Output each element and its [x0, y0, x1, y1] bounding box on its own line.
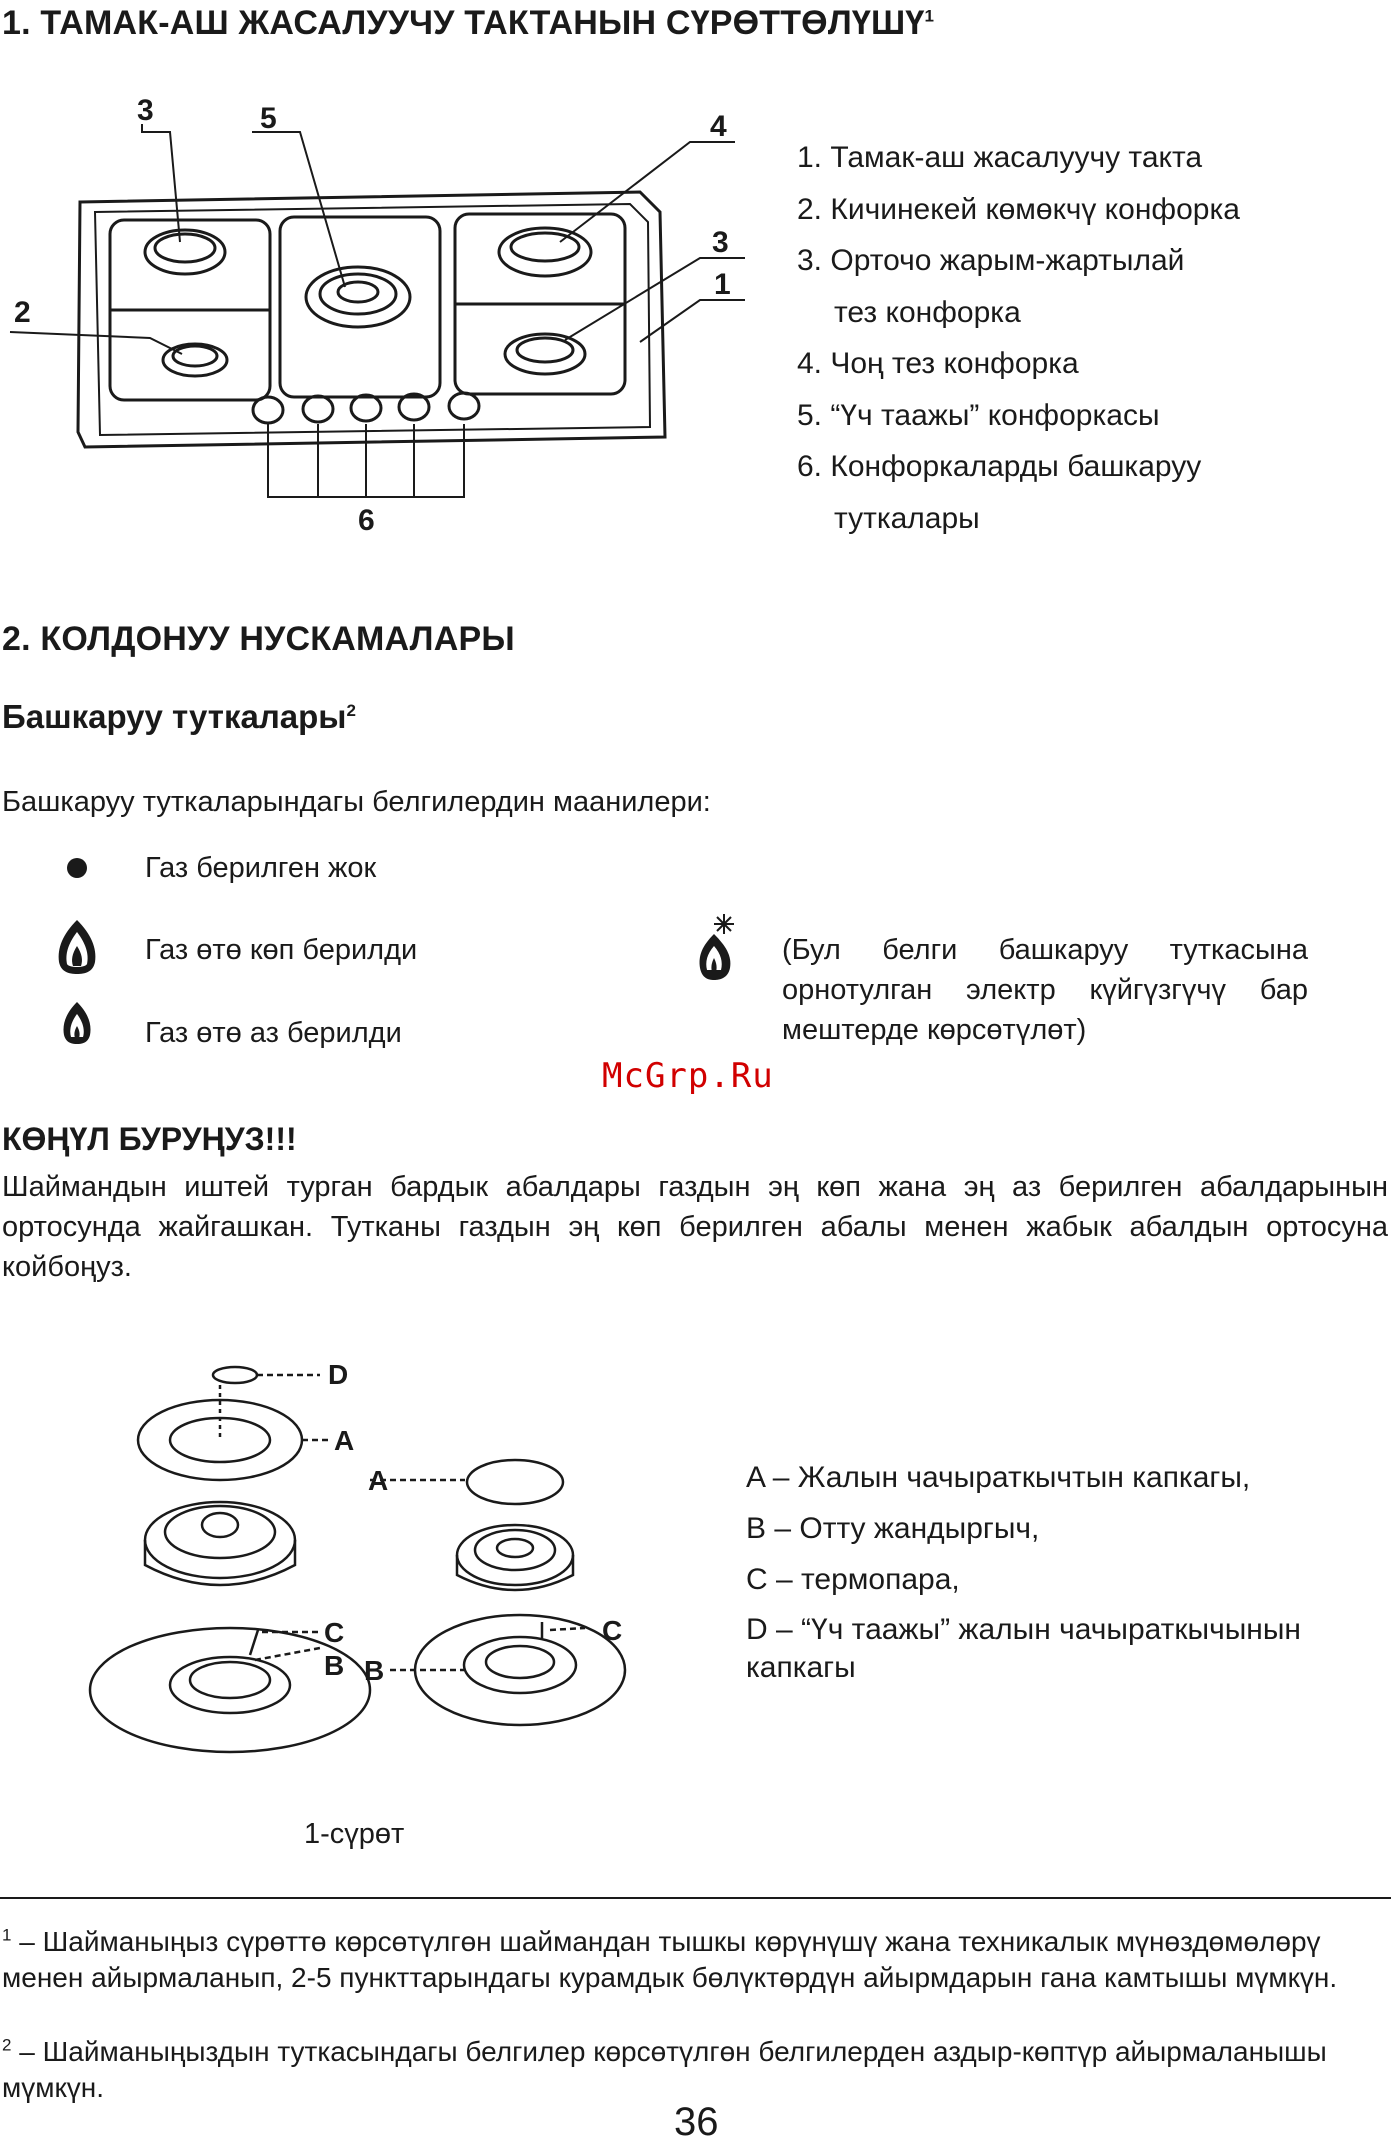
part-label: A: [368, 1465, 389, 1496]
legend-item: B – Отту жандыргыч,: [746, 1512, 1040, 1545]
list-item: 4. Чоң тез конфорка: [797, 347, 1079, 380]
list-item-continuation: тез конфорка: [834, 295, 1021, 329]
list-item: 6. Конфоркаларды башкаруу: [797, 450, 1202, 483]
knob: [253, 397, 283, 423]
list-item: 2. Кичинекей көмөкчү конфорка: [797, 192, 1240, 226]
callout-label: 4: [710, 110, 727, 143]
cap-d: [213, 1367, 257, 1383]
list-item: 1. Тамак-аш жасалуучу такта: [797, 141, 1203, 174]
symbol-label: Газ өтө аз берилди: [145, 1017, 402, 1049]
figure-legend: [746, 1452, 1346, 1687]
callout-label: 5: [260, 102, 277, 135]
cap-a-right: [467, 1460, 563, 1504]
section2-title: 2. КОЛДОНУУ НУСКАМАЛАРЫ: [2, 620, 515, 658]
part-label: D: [328, 1359, 349, 1390]
spreader-right: [457, 1525, 573, 1585]
knob: [351, 395, 381, 421]
attention-text: Шаймандын иштей турган бардык абалдары газдын эң көп жана эң аз берилген абалдарынын ортосунда жайгашкан. Тутканы газдын эң көп берилген абалы менен жабык абалдын ортосуна койбоңуз.: [2, 1171, 1388, 1283]
legend-item: A – Жалын чачыраткычтын капкагы,: [746, 1461, 1251, 1494]
part-label: B: [324, 1650, 345, 1681]
base-right: [415, 1615, 625, 1725]
center-grate: [280, 217, 440, 397]
callout-label: 2: [14, 296, 31, 329]
footnote-mark: 2: [2, 2035, 12, 2055]
knob: [449, 393, 479, 419]
controls-subtitle: Башкаруу туткалары$^2$: [2, 698, 356, 735]
callout-label: 1: [714, 268, 731, 301]
footnote: $^2$ – Шайманыңыздын туткасындагы белгилер көрсөтүлгөн белгилерден аздыр-көптүр айырмаланышы мүмкүн.: [2, 2035, 1327, 2103]
large-flame-icon: [55, 918, 99, 976]
list-item: 3. Орточо жарым-жартылай: [797, 244, 1185, 277]
attention-title: КӨҢҮЛ БУРУҢУЗ!!!: [2, 1121, 297, 1157]
callout-label: 6: [358, 504, 375, 537]
ignition-note: (Бул белги башкаруу туткасына орнотулган электр күйгүзгүчү бар мештерде көрсөтүлөт): [782, 934, 1308, 1046]
part-label: A: [334, 1425, 355, 1456]
section1-title: 1. ТАМАК-АШ ЖАСАЛУУЧУ ТАКТАНЫН СҮРӨТТӨЛҮШҮ$^1$: [2, 4, 935, 42]
symbol-label: Газ берилген жок: [145, 852, 377, 884]
small-flame-icon: [60, 1000, 94, 1046]
parts-list: [797, 132, 1240, 544]
part-label: B: [364, 1655, 385, 1686]
flame-with-spark-icon: [696, 912, 736, 984]
symbol-label: Газ өтө көп берилди: [145, 934, 418, 966]
footnote: $^1$ – Шайманыңыз сүрөттө көрсөтүлгөн шаймандан тышкы көрүнүшү жана техникалык мүнөздөмөлөрү менен айырмаланып, 2-5 пункттарындагы курамдык бөлүктөрдүн айырмдарын гана камтышы мүмкүн.: [2, 1925, 1338, 1993]
knob: [303, 396, 333, 422]
footnote-mark-2: 2: [346, 701, 356, 720]
footnote-divider: [0, 1897, 1391, 1899]
part-label: C: [602, 1615, 623, 1646]
callout-label: 3: [712, 226, 729, 259]
hob-plate: [78, 192, 665, 447]
burner-exploded-diagram: [80, 1350, 680, 1790]
filled-dot-icon: [67, 858, 87, 878]
cooktop-diagram: [0, 92, 760, 542]
part-label: C: [324, 1617, 345, 1648]
list-item-continuation: туткалары: [834, 501, 980, 535]
callout-label: 3: [137, 94, 154, 127]
figure-caption: 1-сүрөт: [304, 1818, 405, 1850]
list-item: 5. “Үч таажы” конфоркасы: [797, 398, 1160, 432]
watermark: McGrp.Ru: [602, 1056, 774, 1096]
footnote-mark: 1: [2, 1925, 12, 1945]
footnote-mark-1: 1: [924, 6, 935, 26]
legend-item: C – термопара,: [746, 1563, 960, 1596]
page-number: 36: [674, 2100, 719, 2144]
symbols-intro: Башкаруу туткаларындагы белгилердин маанилери:: [2, 786, 711, 818]
legend-item: D – “Үч таажы” жалын чачыраткычынын капкагы: [746, 1613, 1301, 1684]
